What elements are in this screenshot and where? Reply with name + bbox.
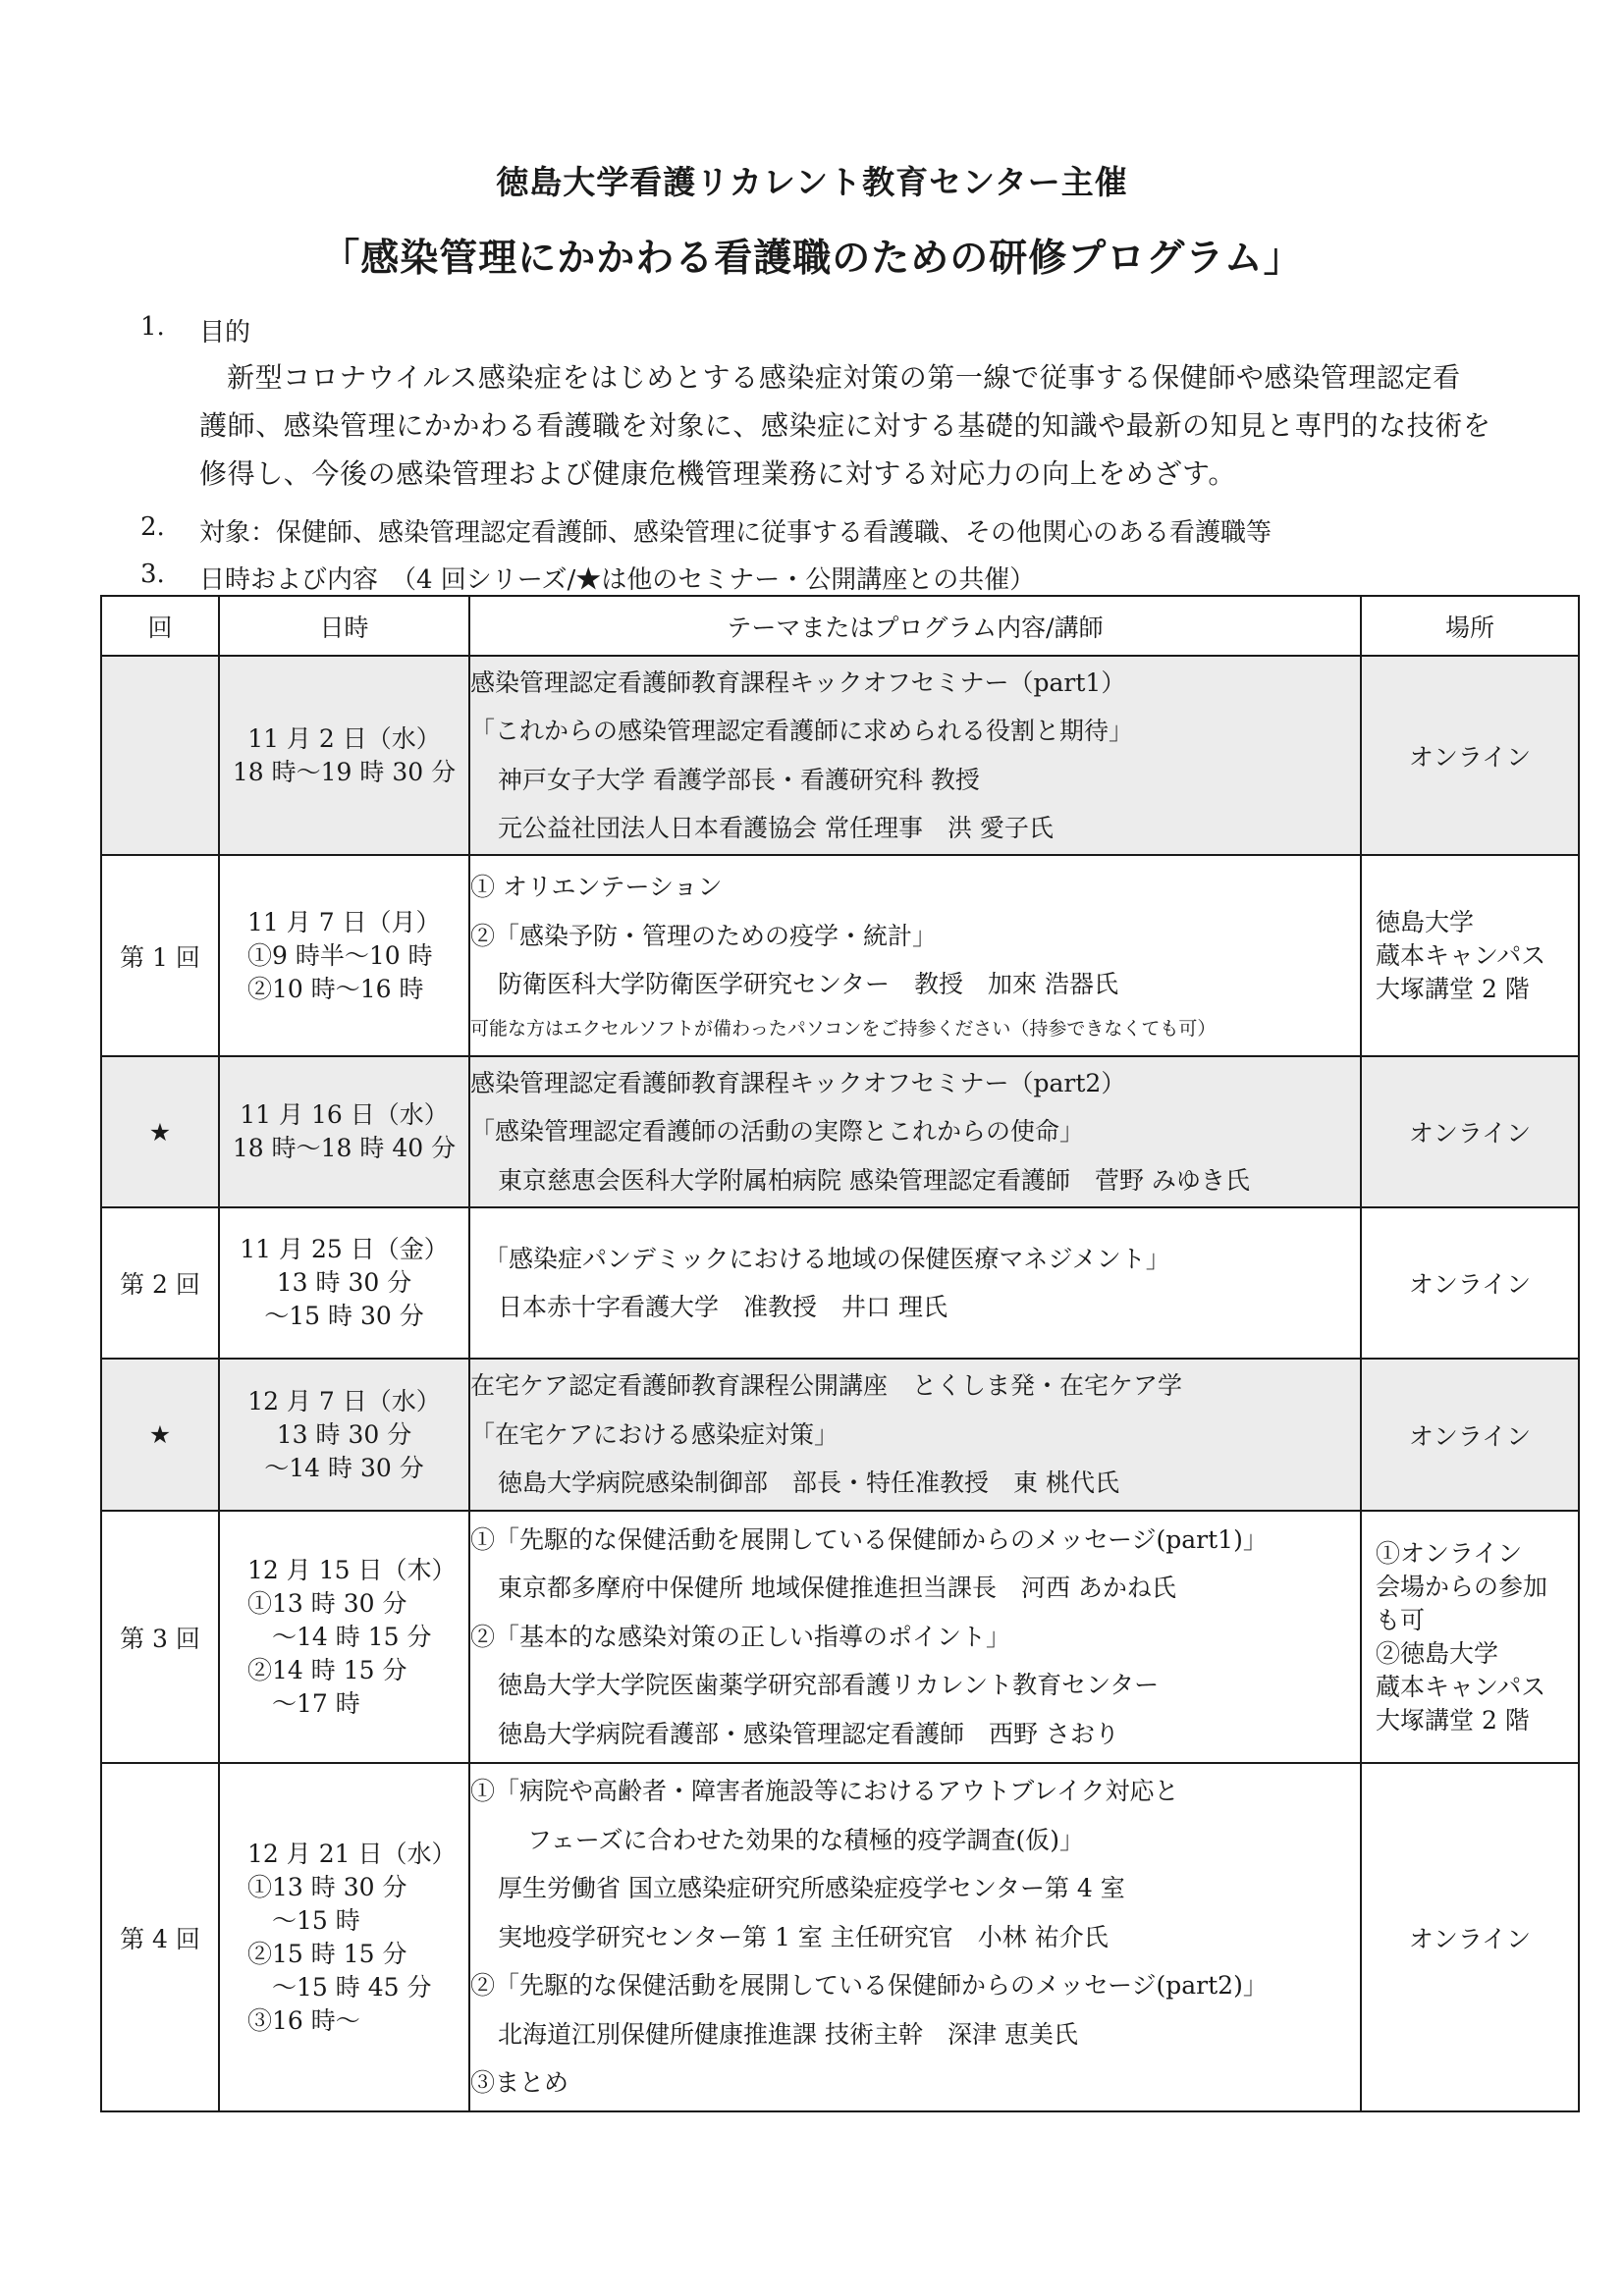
- theme-line: ②「感染予防・管理のための疫学・統計」: [470, 921, 938, 950]
- date-line: ～15 時: [247, 1905, 360, 1935]
- row-session: 第 3 回: [101, 1511, 219, 1763]
- place-line: 蔵本キャンパス: [1376, 940, 1546, 970]
- date-line: ①13 時 30 分: [247, 1872, 407, 1901]
- theme-line: ① オリエンテーション: [470, 873, 723, 902]
- theme-line: 東京慈恵会医科大学附属柏病院 感染管理認定看護師 菅野 みゆき氏: [498, 1165, 1250, 1195]
- date-line: 18 時～19 時 30 分: [232, 757, 457, 786]
- theme-line: ①「病院や高齢者・障害者施設等におけるアウトブレイク対応と: [470, 1777, 1179, 1806]
- date-line: 11 月 7 日（月）: [247, 907, 441, 936]
- date-line: 18 時～18 時 40 分: [232, 1134, 457, 1162]
- date-line: ～15 時 30 分: [264, 1302, 424, 1330]
- date-line: ②10 時～16 時: [247, 974, 424, 1003]
- theme-line: ③まとめ: [470, 2068, 569, 2098]
- header-kai: 回: [101, 596, 219, 656]
- row-session: 第 1 回: [101, 855, 219, 1056]
- header-date: 日時: [219, 596, 469, 656]
- theme-line: 感染管理認定看護師教育課程キックオフセミナー（part2）: [470, 1068, 1126, 1097]
- row-place: [1361, 1359, 1579, 1511]
- row-session: ★: [101, 1056, 219, 1207]
- row-place: [1361, 1763, 1579, 2111]
- header-place: 場所: [1361, 596, 1579, 656]
- program-title: 「感染管理にかかわる看護職のための研修プログラム」: [321, 236, 1303, 281]
- theme-line: 徳島大学病院感染制御部 部長・特任准教授 東 桃代氏: [498, 1468, 1119, 1498]
- theme-line: 感染管理認定看護師教育課程キックオフセミナー（part1）: [470, 667, 1126, 697]
- place-line: 大塚講堂 2 階: [1376, 974, 1530, 1003]
- place-line: ②徳島大学: [1376, 1638, 1499, 1668]
- table-row: [101, 1359, 1579, 1511]
- date-line: 11 月 16 日（水）: [240, 1100, 449, 1129]
- date-line: ②15 時 15 分: [247, 1939, 407, 1968]
- theme-line: ②「基本的な感染対策の正しい指導のポイント」: [470, 1622, 1011, 1651]
- theme-line: ②「先駆的な保健活動を展開している保健師からのメッセージ(part2)」: [470, 1971, 1268, 2001]
- place-line: ①オンライン: [1376, 1538, 1523, 1568]
- table-row: [101, 855, 1579, 1056]
- date-line: 12 月 15 日（木）: [247, 1555, 457, 1584]
- row-theme: [469, 1511, 1361, 1763]
- date-line: ～17 時: [247, 1688, 360, 1718]
- place-line: オンライン: [1408, 742, 1532, 772]
- organizer-title: 徳島大学看護リカレント教育センター主催: [496, 163, 1128, 201]
- table-row: [101, 656, 1579, 855]
- theme-note: 可能な方はエクセルソフトが備わったパソコンをご持参ください（持参できなくても可）: [470, 1017, 1217, 1040]
- date-line: 13 時 30 分: [276, 1268, 412, 1297]
- theme-line: 「感染症パンデミックにおける地域の保健医療マネジメント」: [484, 1244, 1170, 1273]
- table-row: [101, 1056, 1579, 1207]
- row-theme: [469, 1207, 1361, 1359]
- row-place: [1361, 1511, 1579, 1763]
- date-line: 13 時 30 分: [276, 1419, 412, 1449]
- place-line: 徳島大学: [1376, 907, 1475, 936]
- theme-line: 防衛医科大学防衛医学研究センター 教授 加來 浩器氏: [498, 970, 1118, 999]
- theme-line: 「感染管理認定看護師の活動の実際とこれからの使命」: [470, 1117, 1085, 1147]
- row-date: [219, 855, 469, 1056]
- date-line: ①13 時 30 分: [247, 1588, 407, 1618]
- date-line: 12 月 21 日（水）: [247, 1839, 457, 1868]
- header-theme: テーマまたはプログラム内容/講師: [469, 596, 1361, 656]
- section-3-text: 日時および内容 （4 回シリーズ/★は他のセミナー・公開講座との共催）: [199, 565, 1036, 595]
- date-line: 12 月 7 日（水）: [247, 1386, 441, 1415]
- row-session: [101, 656, 219, 855]
- section-1-number: 1.: [140, 312, 165, 342]
- place-line: 会場からの参加: [1376, 1572, 1548, 1601]
- table-row: [101, 1511, 1579, 1763]
- theme-line: 実地疫学研究センター第 1 室 主任研究官 小林 祐介氏: [498, 1922, 1109, 1951]
- table-header-row: [101, 596, 1579, 656]
- date-line: 11 月 2 日（水）: [247, 723, 441, 753]
- date-line: ～14 時 15 分: [247, 1622, 432, 1651]
- theme-line: 在宅ケア認定看護師教育課程公開講座 とくしま発・在宅ケア学: [470, 1371, 1183, 1401]
- row-theme: [469, 1763, 1361, 2111]
- row-session: 第 2 回: [101, 1207, 219, 1359]
- row-place: [1361, 855, 1579, 1056]
- row-date: [219, 1763, 469, 2111]
- place-line: オンライン: [1408, 1119, 1532, 1148]
- date-line: ③16 時～: [247, 2005, 360, 2035]
- row-theme: [469, 1056, 1361, 1207]
- purpose-line: 護師、感染管理にかかわる看護職を対象に、感染症に対する基礎的知識や最新の知見と専門的な技術を: [199, 409, 1491, 442]
- section-3-number: 3.: [140, 560, 165, 589]
- section-2-number: 2.: [140, 512, 165, 542]
- row-date: [219, 1511, 469, 1763]
- theme-line: 日本赤十字看護大学 准教授 井口 理氏: [498, 1293, 947, 1321]
- row-session: ★: [101, 1359, 219, 1511]
- theme-line: ①「先駆的な保健活動を展開している保健師からのメッセージ(part1)」: [470, 1524, 1268, 1554]
- theme-line: 厚生労働省 国立感染症研究所感染症疫学センター第 4 室: [498, 1874, 1125, 1903]
- date-line: 11 月 25 日（金）: [240, 1235, 449, 1263]
- theme-line: 徳島大学大学院医歯薬学研究部看護リカレント教育センター: [498, 1671, 1160, 1700]
- schedule-table: [100, 595, 1580, 2112]
- date-line: ～14 時 30 分: [264, 1453, 424, 1482]
- row-place: [1361, 656, 1579, 855]
- date-line: ～15 時 45 分: [247, 1972, 432, 2002]
- place-line: オンライン: [1408, 1924, 1532, 1953]
- row-theme: [469, 855, 1361, 1056]
- theme-line: 「在宅ケアにおける感染症対策」: [470, 1419, 839, 1449]
- theme-line: フェーズに合わせた効果的な積極的疫学調査(仮)」: [527, 1825, 1085, 1854]
- row-theme: [469, 656, 1361, 855]
- place-line: も可: [1376, 1605, 1426, 1634]
- date-line: ①9 時半～10 時: [247, 940, 433, 970]
- theme-line: 神戸女子大学 看護学部長・看護研究科 教授: [498, 765, 980, 794]
- row-place: [1361, 1207, 1579, 1359]
- date-line: ②14 時 15 分: [247, 1655, 407, 1684]
- purpose-line: 新型コロナウイルス感染症をはじめとする感染症対策の第一線で従事する保健師や感染管理認定看: [227, 361, 1461, 394]
- row-date: [219, 1359, 469, 1511]
- theme-line: 東京都多摩府中保健所 地域保健推進担当課長 河西 あかね氏: [498, 1574, 1176, 1603]
- table-row: [101, 1207, 1579, 1359]
- row-theme: [469, 1359, 1361, 1511]
- place-line: オンライン: [1408, 1270, 1532, 1299]
- theme-line: 元公益社団法人日本看護協会 常任理事 洪 愛子氏: [498, 814, 1054, 842]
- purpose-paragraph: [199, 353, 1535, 498]
- theme-line: 「これからの感染管理認定看護師に求められる役割と期待」: [470, 717, 1134, 745]
- place-line: 蔵本キャンパス: [1376, 1672, 1546, 1701]
- table-row: [101, 1763, 1579, 2111]
- row-date: [219, 1207, 469, 1359]
- theme-line: 北海道江別保健所健康推進課 技術主幹 深津 恵美氏: [498, 2019, 1078, 2049]
- place-line: オンライン: [1408, 1421, 1532, 1451]
- row-date: [219, 1056, 469, 1207]
- section-2-text: 対象：保健師、感染管理認定看護師、感染管理に従事する看護職、その他関心のある看護職等: [199, 518, 1272, 548]
- row-session: 第 4 回: [101, 1763, 219, 2111]
- purpose-line: 修得し、今後の感染管理および健康危機管理業務に対する対応力の向上をめざす。: [199, 457, 1236, 490]
- theme-line: 徳島大学病院看護部・感染管理認定看護師 西野 さおり: [498, 1719, 1119, 1748]
- row-date: [219, 656, 469, 855]
- row-place: [1361, 1056, 1579, 1207]
- section-1-heading: 目的: [199, 318, 251, 347]
- place-line: 大塚講堂 2 階: [1376, 1705, 1530, 1735]
